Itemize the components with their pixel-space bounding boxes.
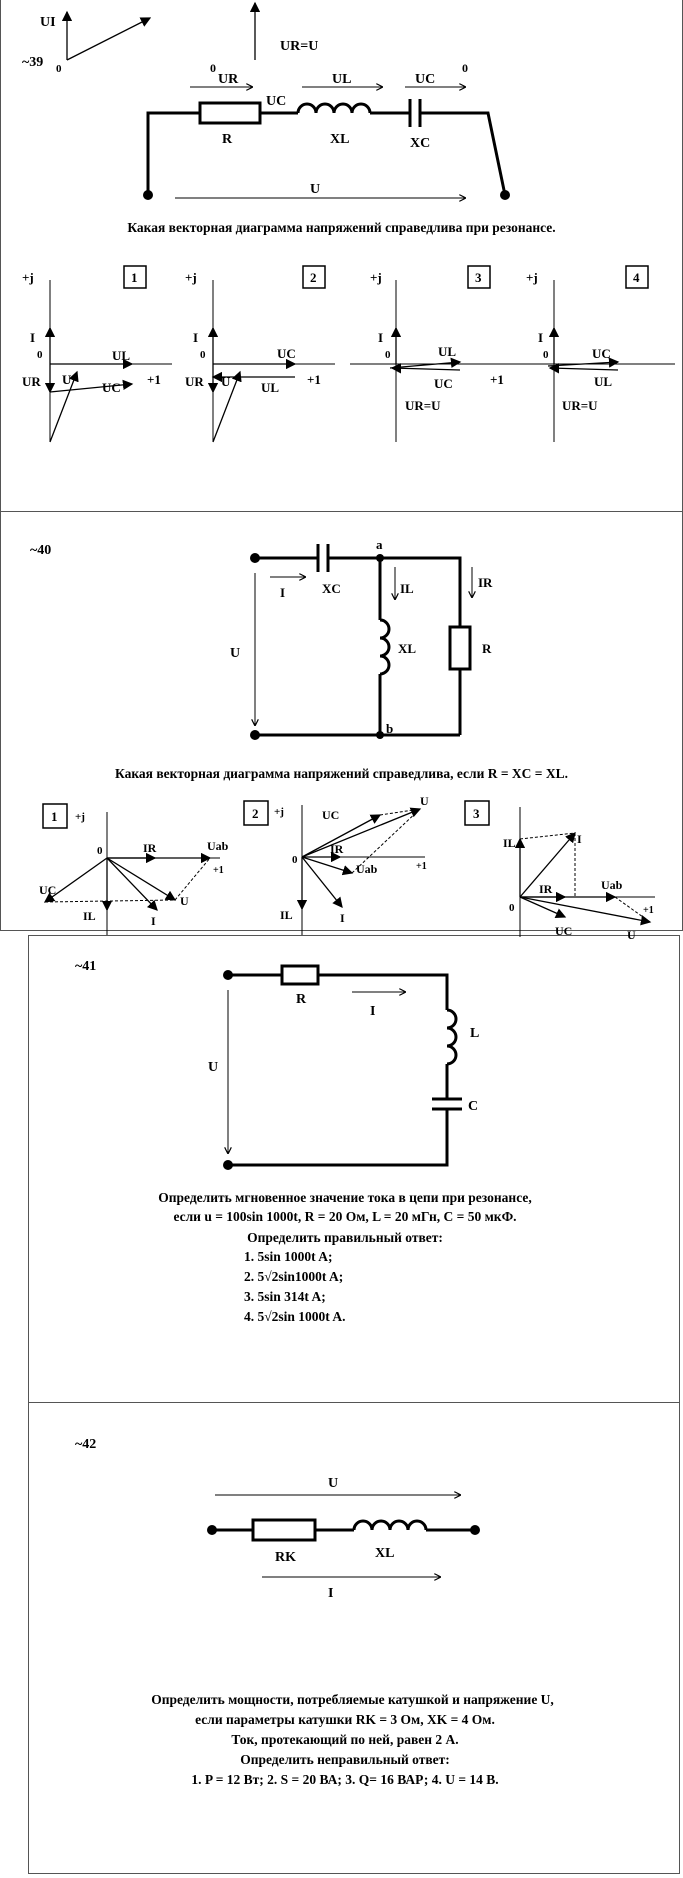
ui-label: UI bbox=[40, 15, 56, 30]
origin-label: 0 bbox=[37, 349, 43, 361]
q39-diagram-2 bbox=[185, 262, 355, 442]
vector-label: I bbox=[193, 330, 199, 345]
axis-j-label: +j bbox=[370, 270, 382, 285]
q42-circuit bbox=[0, 1465, 683, 1615]
vector-label: I bbox=[378, 330, 384, 345]
answer-option[interactable]: 2. 5√2sin1000t A; bbox=[244, 1269, 344, 1284]
answer-option[interactable]: 3. 5sin 314t A; bbox=[244, 1289, 326, 1304]
vector-label: UL bbox=[594, 374, 613, 389]
vector-label: Uab bbox=[601, 878, 623, 892]
question-number: ~42 bbox=[75, 1437, 97, 1452]
vector-label: U bbox=[627, 928, 636, 942]
vector-label: IL bbox=[503, 836, 516, 850]
answer-option[interactable]: 1. 5sin 1000t A; bbox=[244, 1249, 333, 1264]
vector-label: UR=U bbox=[562, 398, 598, 413]
zero-label: 0 bbox=[210, 61, 216, 75]
origin-label: 0 bbox=[385, 349, 391, 361]
q40-diagram-3 bbox=[465, 797, 665, 947]
vector-label: Uab bbox=[356, 862, 378, 876]
q42-question-line3: Ток, протекающий по ней, равен 2 А. bbox=[231, 1732, 459, 1747]
xl-label: XL bbox=[330, 132, 350, 147]
node-a-label: a bbox=[376, 537, 383, 552]
rk-label: RK bbox=[275, 1550, 296, 1565]
uc-label-2: UC bbox=[266, 94, 287, 109]
axis-one-label: +1 bbox=[147, 372, 161, 387]
xc-label: XC bbox=[410, 136, 431, 151]
q39-circuit bbox=[0, 72, 683, 215]
question-number: ~40 bbox=[30, 543, 52, 558]
q40-question: Какая векторная диаграмма напряжений справедлива, если R = XC = XL. bbox=[114, 766, 568, 781]
vector-label: IR bbox=[143, 841, 157, 855]
current-label: I bbox=[280, 585, 286, 600]
axis-one-label: +1 bbox=[490, 372, 504, 387]
vector-label: UL bbox=[261, 380, 280, 395]
vector-label: U bbox=[180, 894, 189, 908]
vector-label: UL bbox=[438, 344, 457, 359]
diagram-number: 3 bbox=[475, 270, 482, 285]
vector-label: UC bbox=[322, 808, 340, 822]
vector-label: UC bbox=[102, 380, 121, 395]
zero-label: 0 bbox=[462, 61, 468, 75]
origin-label: 0 bbox=[543, 349, 549, 361]
q42-prompt: Определить неправильный ответ: bbox=[240, 1752, 450, 1767]
c-label: C bbox=[468, 1099, 479, 1114]
axis-j-label: +j bbox=[75, 811, 85, 823]
vector-label: U bbox=[420, 794, 429, 808]
axis-one-label: +1 bbox=[416, 861, 427, 872]
vector-label: UC bbox=[555, 924, 573, 938]
l-label: L bbox=[470, 1026, 480, 1041]
origin-label: 0 bbox=[97, 845, 103, 857]
diagram-number: 3 bbox=[473, 806, 480, 821]
vector-label: UR bbox=[185, 374, 204, 389]
q41-prompt: Определить правильный ответ: bbox=[247, 1230, 443, 1245]
origin-label: 0 bbox=[292, 854, 298, 866]
vector-label: UC bbox=[592, 346, 611, 361]
q40-circuit bbox=[0, 535, 683, 735]
u-label: U bbox=[208, 1060, 219, 1075]
vector-label: U bbox=[221, 374, 231, 389]
diagram-number: 2 bbox=[252, 806, 259, 821]
diagram-number: 1 bbox=[131, 270, 138, 285]
axis-j-label: +j bbox=[22, 270, 34, 285]
ur-label: UR bbox=[218, 72, 239, 87]
axis-j-label: +j bbox=[185, 270, 197, 285]
q42-answers[interactable]: 1. P = 12 Вт; 2. S = 20 ВА; 3. Q= 16 ВАР; 4. U = 14 В. bbox=[191, 1772, 499, 1787]
vector-label: UC bbox=[277, 346, 296, 361]
uc-label: UC bbox=[415, 72, 436, 87]
q42-question-line1: Определить мощности, потребляемые катушкой и напряжение U, bbox=[151, 1692, 554, 1707]
question-number: ~41 bbox=[75, 959, 97, 974]
node-b-label: b bbox=[386, 721, 394, 736]
r-label: R bbox=[482, 641, 492, 656]
q40-diagram-2 bbox=[240, 794, 440, 937]
vector-label: IL bbox=[280, 908, 293, 922]
axis-j-label: +j bbox=[274, 806, 284, 818]
vector-label: I bbox=[151, 914, 156, 928]
xl-label: XL bbox=[398, 641, 417, 656]
r-label: R bbox=[222, 132, 233, 147]
vector-label: UC bbox=[434, 376, 453, 391]
diagram-number: 1 bbox=[51, 809, 58, 824]
vector-label: UL bbox=[112, 348, 131, 363]
answer-option[interactable]: 4. 5√2sin 1000t A. bbox=[244, 1309, 346, 1324]
q39-question: Какая векторная диаграмма напряжений справедлива при резонансе. bbox=[127, 220, 556, 235]
q39-diagram-3 bbox=[350, 262, 520, 442]
q41-circuit bbox=[0, 955, 683, 1175]
vector-label: IL bbox=[83, 909, 96, 923]
q42-question-line2: если параметры катушки RK = 3 Ом, XK = 4 Ом. bbox=[195, 1712, 495, 1727]
q40-diagram-1 bbox=[35, 800, 235, 940]
vector-label: U bbox=[62, 372, 72, 387]
r-label: R bbox=[296, 992, 307, 1007]
axis-one-label: +1 bbox=[213, 865, 224, 876]
vector-label: UR bbox=[22, 374, 41, 389]
vector-label: I bbox=[30, 330, 36, 345]
current-label: I bbox=[328, 1586, 334, 1601]
q41-question-line2: если u = 100sin 1000t, R = 20 Ом, L = 20 мГн, C = 50 мкФ. bbox=[173, 1209, 517, 1224]
vector-label: I bbox=[340, 911, 345, 925]
question-number: ~39 bbox=[22, 55, 44, 70]
xl-label: XL bbox=[375, 1546, 395, 1561]
q41-question-line1: Определить мгновенное значение тока в цепи при резонансе, bbox=[158, 1190, 532, 1205]
u-label: U bbox=[310, 182, 321, 197]
vector-label: Uab bbox=[207, 839, 229, 853]
vector-label: IR bbox=[539, 882, 553, 896]
il-label: IL bbox=[400, 581, 414, 596]
zero-label: 0 bbox=[56, 63, 62, 75]
xc-label: XC bbox=[322, 581, 341, 596]
u-label: U bbox=[328, 1476, 339, 1491]
ul-label: UL bbox=[332, 72, 352, 87]
origin-label: 0 bbox=[200, 349, 206, 361]
ir-label: IR bbox=[478, 575, 493, 590]
vector-label: UR=U bbox=[405, 398, 441, 413]
q39-diagram-4 bbox=[510, 262, 680, 442]
q39-diagram-1 bbox=[22, 262, 192, 442]
axis-one-label: +1 bbox=[307, 372, 321, 387]
diagram-number: 4 bbox=[633, 270, 640, 285]
ur-eq-u-label: UR=U bbox=[280, 39, 319, 54]
vector-label: I bbox=[577, 832, 582, 846]
vector-label: UC bbox=[39, 883, 57, 897]
vector-label: I bbox=[538, 330, 544, 345]
origin-label: 0 bbox=[509, 902, 515, 914]
axis-one-label: +1 bbox=[643, 905, 654, 916]
current-label: I bbox=[370, 1004, 376, 1019]
diagram-number: 2 bbox=[310, 270, 317, 285]
axis-j-label: +j bbox=[526, 270, 538, 285]
vector-label: IR bbox=[330, 842, 344, 856]
u-label: U bbox=[230, 646, 241, 661]
